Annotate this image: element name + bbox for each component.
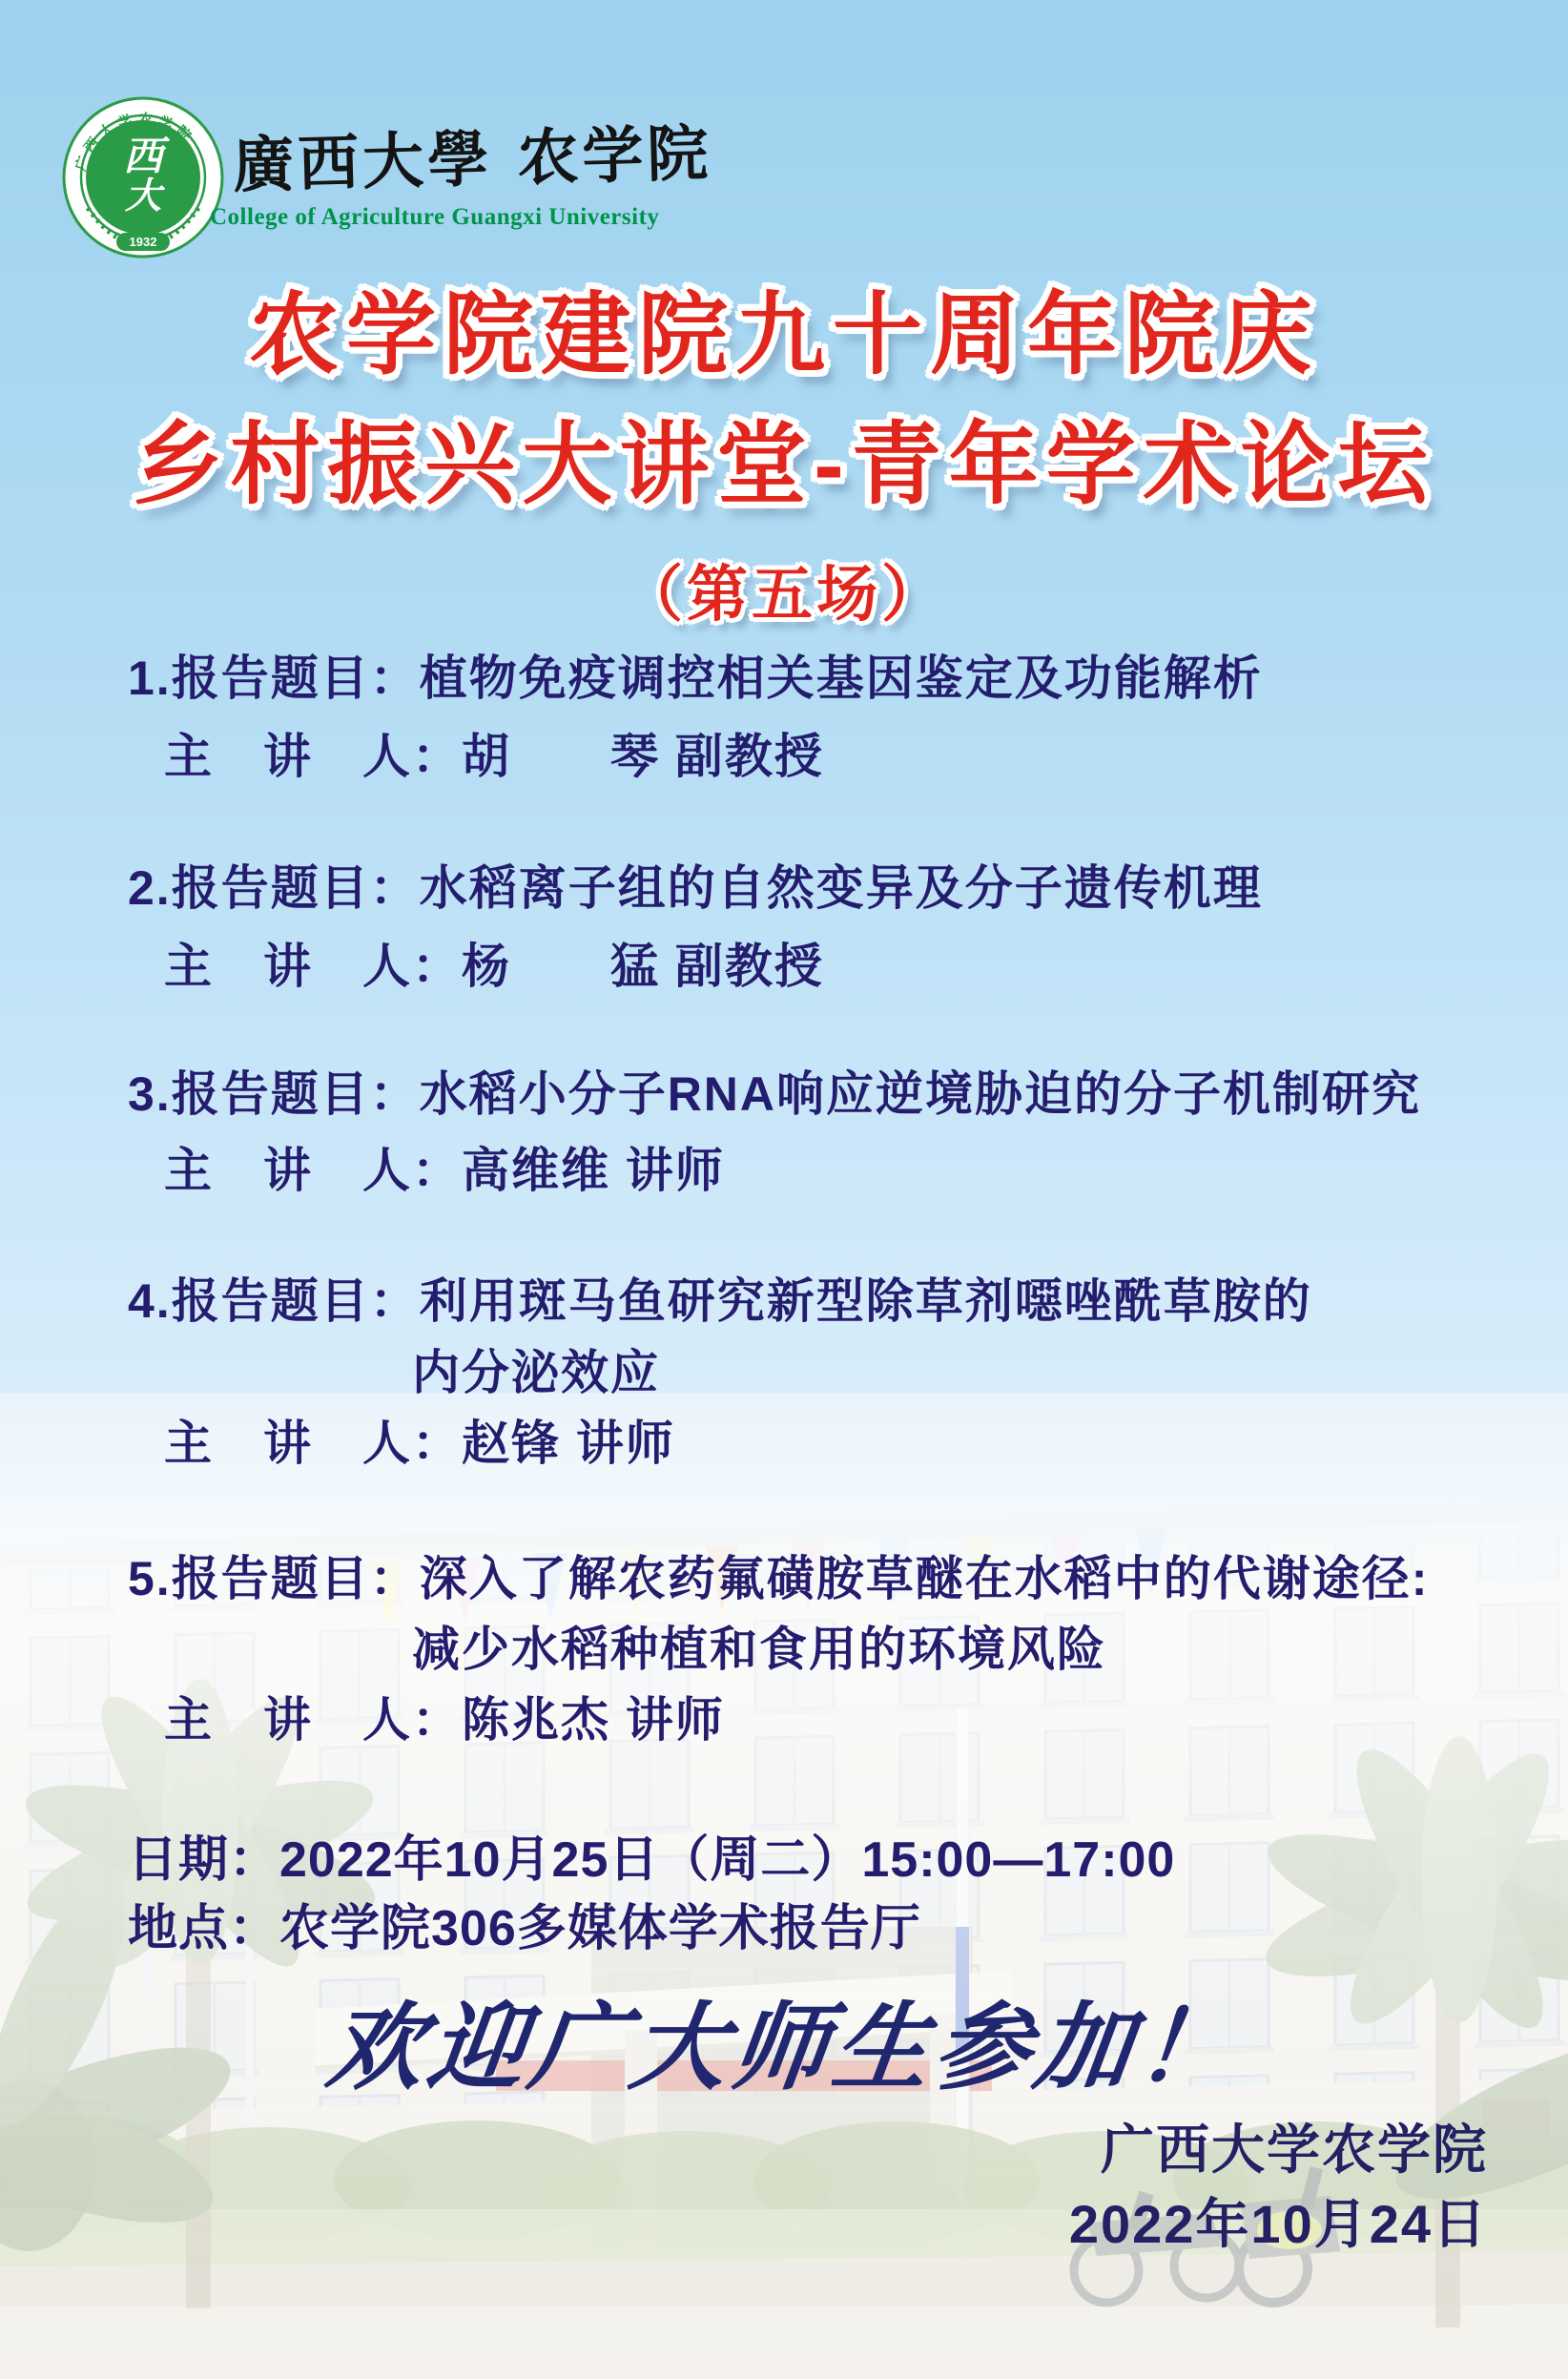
report-4-title-wrap: 内分泌效应 [412,1346,660,1399]
report-5-title: 5.报告题目：深入了解农药氟磺胺草醚在水稻中的代谢途径: [128,1552,1430,1605]
report-5-speaker: 主 讲 人：陈兆杰 讲师 [164,1693,725,1747]
xida-monogram-bottom: 大 [124,174,162,217]
welcome-calligraphy: 欢迎广大师生参加！ [320,1991,1246,2103]
event-venue-line: 地点：农学院306多媒体学术报告厅 [128,1901,921,1956]
xida-monogram-top: 西 [122,133,164,179]
poster-title-line1: 农学院建院九十周年院庆 [248,284,1319,384]
report-3-speaker: 主 讲 人：高维维 讲师 [164,1144,725,1197]
signature-organization: 广西大学农学院 [1101,2120,1488,2180]
poster-title-line2: 乡村振兴大讲堂-青年学术论坛 [133,414,1435,514]
report-4-speaker: 主 讲 人：赵锋 讲师 [164,1417,675,1470]
report-1-speaker: 主 讲 人：胡 琴 副教授 [164,730,824,783]
signature-date: 2022年10月24日 [1068,2194,1488,2254]
report-2-title: 2.报告题目：水稻离子组的自然变异及分子遗传机理 [128,861,1263,915]
report-2-speaker: 主 讲 人：杨 猛 副教授 [164,940,824,993]
report-3-title: 3.报告题目：水稻小分子RNA响应逆境胁迫的分子机制研究 [128,1067,1422,1121]
college-name-calligraphy: 廣西大學 农学院 [232,117,713,202]
report-4-title: 4.报告题目：利用斑马鱼研究新型除草剂噁唑酰草胺的 [128,1274,1312,1328]
event-date-line: 日期：2022年10月25日（周二）15:00—17:00 [128,1832,1176,1888]
report-5-title-wrap: 减少水稻种植和食用的环境风险 [412,1623,1106,1676]
seal-ring-text: 广西大学农学院 [72,111,197,174]
report-1-title: 1.报告题目：植物免疫调控相关基因鉴定及功能解析 [128,652,1263,705]
college-name-english: College of Agriculture Guangxi University [210,204,660,230]
seal-year: 1932 [129,235,157,249]
poster-session-label: （第五场） [622,560,946,629]
